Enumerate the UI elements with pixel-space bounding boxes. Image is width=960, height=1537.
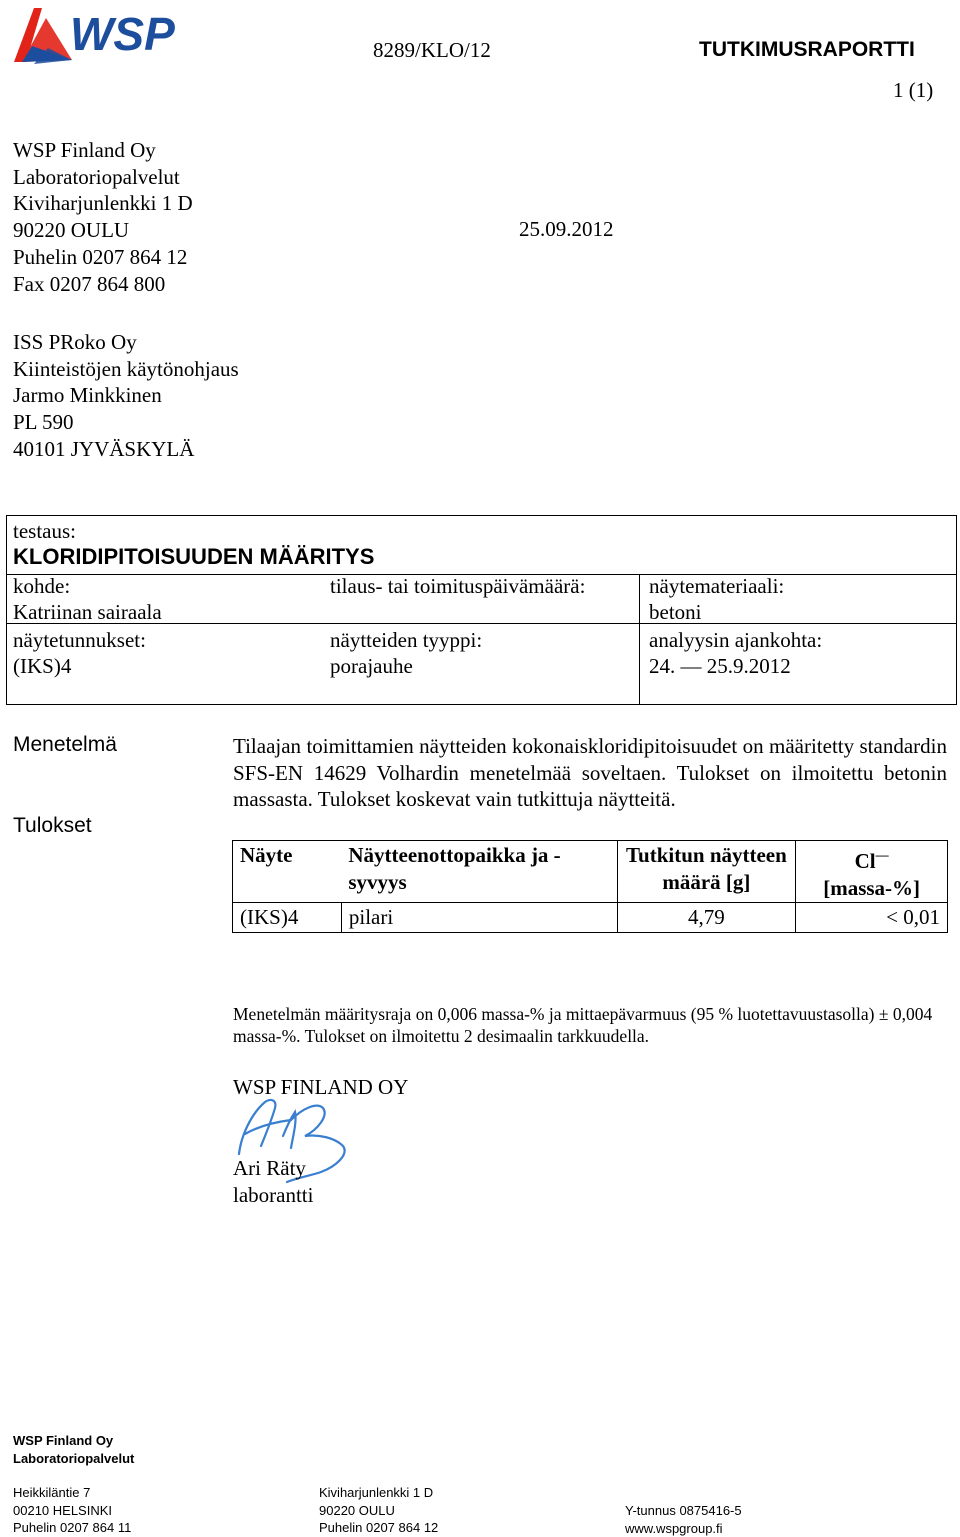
order-date-label: tilaus- tai toimituspäivämäärä: <box>330 574 586 598</box>
footer-oulu-address <box>319 1484 438 1537</box>
material-label: näytemateriaali: <box>649 574 785 598</box>
sender-line: Puhelin 0207 864 12 <box>13 244 188 269</box>
chloride-symbol: Cl <box>854 849 876 873</box>
recipient-line: Kiinteistöjen käytönohjaus <box>13 356 239 381</box>
report-date: 25.09.2012 <box>519 217 614 241</box>
analysis-time-value: 24. ― 25.9.2012 <box>649 654 791 678</box>
footer-line: Puhelin 0207 864 11 <box>13 1520 132 1536</box>
footer-helsinki-address <box>13 1484 131 1537</box>
material-value: betoni <box>649 600 702 624</box>
chloride-charge: — <box>875 847 889 862</box>
sample-type-label: näytteiden tyyppi: <box>330 628 483 652</box>
footer-line: Heikkiläntie 7 <box>13 1485 91 1500</box>
sample-ids-label: näytetunnukset: <box>13 628 146 652</box>
cell-chloride: < 0,01 <box>796 903 948 933</box>
table-header-row <box>233 841 948 903</box>
site-label: kohde: <box>13 574 71 598</box>
cell-amount: 4,79 <box>617 903 796 933</box>
footer-company <box>13 1432 134 1467</box>
recipient-line: Jarmo Minkkinen <box>13 383 162 408</box>
test-title: KLORIDIPITOISUUDEN MÄÄRITYS <box>13 544 375 569</box>
sender-line: Kiviharjunlenkki 1 D <box>13 191 193 216</box>
test-info-box <box>6 515 957 705</box>
cell-sample: (IKS)4 <box>233 903 342 933</box>
footer-department: Laboratoriopalvelut <box>13 1450 135 1466</box>
col-location: Näytteenottopaikka ja - syvyys <box>341 841 617 903</box>
footer-business-id: Y-tunnus 0875416-5 <box>625 1503 742 1518</box>
footer-line: 90220 OULU <box>319 1502 395 1518</box>
divider <box>639 574 640 704</box>
footer-website: www.wspgroup.fi <box>625 1520 723 1536</box>
footer-line: Puhelin 0207 864 12 <box>319 1520 439 1536</box>
recipient-address <box>13 329 239 463</box>
results-heading: Tulokset <box>13 814 92 837</box>
signer-title: laborantti <box>233 1182 314 1207</box>
sender-line: 90220 OULU <box>13 218 130 243</box>
recipient-line: PL 590 <box>13 410 74 435</box>
footer-line: Kiviharjunlenkki 1 D <box>319 1485 434 1500</box>
signer-block <box>233 1155 313 1208</box>
sender-line: WSP Finland Oy <box>13 138 156 162</box>
sender-line: Fax 0207 864 800 <box>13 271 166 296</box>
signer-name: Ari Räty <box>233 1156 306 1180</box>
sender-line: Laboratoriopalvelut <box>13 164 180 189</box>
footer-line: 00210 HELSINKI <box>13 1502 113 1518</box>
col-amount: Tutkitun näytteen määrä [g] <box>617 841 796 903</box>
signing-company: WSP FINLAND OY <box>233 1075 409 1099</box>
recipient-line: ISS PRoko Oy <box>13 330 137 354</box>
measurement-note: Menetelmän määritysraja on 0,006 massa-% ja mittaepävarmuus (95 % luotettavuustasolla) ± 0,004 massa-%. Tulokset on ilmoitettu 2 desimaalin tarkkuudella. <box>233 1004 933 1046</box>
cell-location: pilari <box>341 903 617 933</box>
method-description: Tilaajan toimittamien näytteiden kokonaiskloridipitoisuudet on määritetty standardin SFS-EN 14629 Volhardin menetelmää soveltaen. Tulokset on ilmoitettu betonin massasta. Tulokset koskevat vain tutkittuja näytteitä. <box>233 734 947 812</box>
page-info: 1 (1) <box>893 78 934 102</box>
table-row <box>233 903 948 933</box>
footer-company-info <box>625 1502 742 1537</box>
results-table <box>232 840 948 933</box>
test-label: testaus: <box>13 519 76 543</box>
logo-wordmark: WSP <box>70 8 175 60</box>
chloride-unit: [massa-%] <box>823 875 921 900</box>
analysis-time-label: analyysin ajankohta: <box>649 628 823 652</box>
sample-type-value: porajauhe <box>330 654 413 678</box>
sample-ids-value: (IKS)4 <box>13 654 72 678</box>
col-chloride <box>796 841 948 903</box>
footer-company-name: WSP Finland Oy <box>13 1433 114 1448</box>
method-heading: Menetelmä <box>13 733 117 756</box>
recipient-line: 40101 JYVÄSKYLÄ <box>13 436 195 461</box>
document-number: 8289/KLO/12 <box>373 38 491 62</box>
wsp-logo <box>12 4 212 66</box>
sender-address <box>13 137 193 297</box>
document-type: TUTKIMUSRAPORTTI <box>699 38 915 61</box>
site-value: Katriinan sairaala <box>13 600 162 624</box>
col-sample: Näyte <box>233 841 342 903</box>
